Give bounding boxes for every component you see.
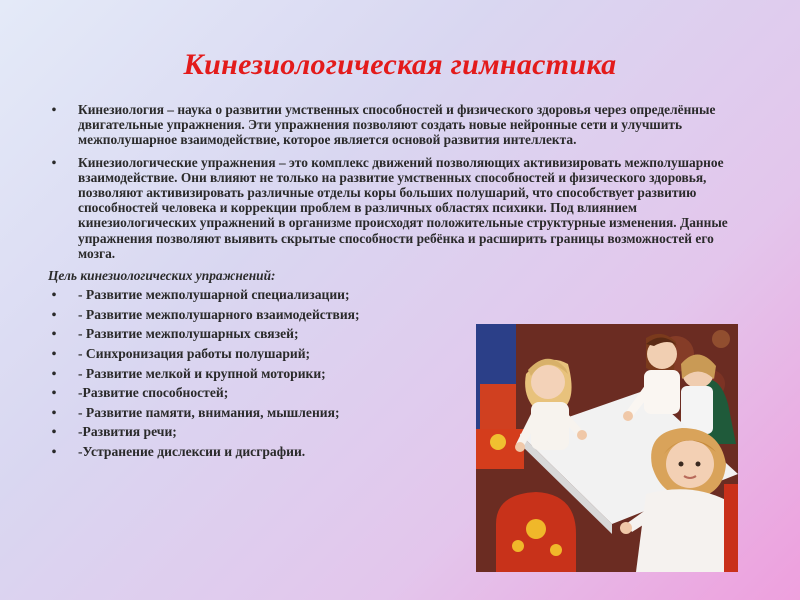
goal-item (48, 385, 468, 401)
slide-title: Кинезиологическая гимнастика (183, 48, 617, 81)
goal-item (48, 346, 468, 362)
goal-item (48, 287, 468, 303)
bullet-dot: • (51, 287, 57, 303)
bullet-dot: • (51, 365, 57, 381)
goal-item (48, 405, 468, 421)
bullet-paragraph (48, 155, 748, 261)
bullet-paragraph (48, 102, 748, 148)
bullet-dot: • (51, 404, 57, 420)
bullet-dot: • (51, 326, 57, 342)
goal-item (48, 366, 468, 382)
goal-item (48, 307, 468, 323)
goal-text: - Развитие межполушарной специализации; (78, 287, 350, 303)
goal-text: - Развитие памяти, внимания, мышления; (78, 404, 340, 420)
bullet-dot: • (51, 154, 57, 170)
goal-text: -Развития речи; (78, 424, 177, 440)
bullet-dot: • (51, 424, 57, 440)
goal-text: - Развитие межполушарного взаимодействия; (78, 306, 360, 322)
bullet-dot: • (51, 443, 57, 459)
bullet-dot: • (51, 306, 57, 322)
goals-list (48, 287, 468, 459)
goal-text: - Синхронизация работы полушарий; (78, 346, 311, 362)
goals-heading: Цель кинезиологических упражнений: (48, 268, 276, 284)
goal-text: - Развитие межполушарных связей; (78, 326, 299, 342)
goal-item (48, 424, 468, 440)
goal-item (48, 326, 468, 342)
goal-item (48, 444, 468, 460)
goal-text: -Развитие способностей; (78, 385, 229, 401)
bullet-text: Кинезиология – наука о развитии умственных способностей и физического здоровья через определённые двигательные упражнения. Эти упражнения позволяют создать новые нейронные сети и улучшить межполушарное взаимодействие, которое является основой развития интеллекта. (78, 102, 716, 148)
bullet-dot: • (51, 346, 57, 362)
goal-text: -Устранение дислексии и дисграфии. (78, 443, 306, 459)
bullet-dot: • (51, 385, 57, 401)
goal-text: - Развитие мелкой и крупной моторики; (78, 365, 326, 381)
bullet-dot: • (51, 102, 57, 117)
children-at-table-photo (476, 324, 738, 572)
bullet-text: Кинезиологические упражнения – это комплекс движений позволяющих активизировать межполушарное взаимодействие. Они влияют не только на развитие умственных способностей и физического здоровья, позволяют активизировать различные отделы коры больших полушарий, что способствует развитию способностей человека и коррекции проблем в различных областях психики. Под влиянием кинезиологических упражнений в организме происходят положительные структурные изменения. Данные упражнения позволяют выявить скрытые способности ребёнка и расширить границы возможностей его мозга. (78, 154, 728, 261)
